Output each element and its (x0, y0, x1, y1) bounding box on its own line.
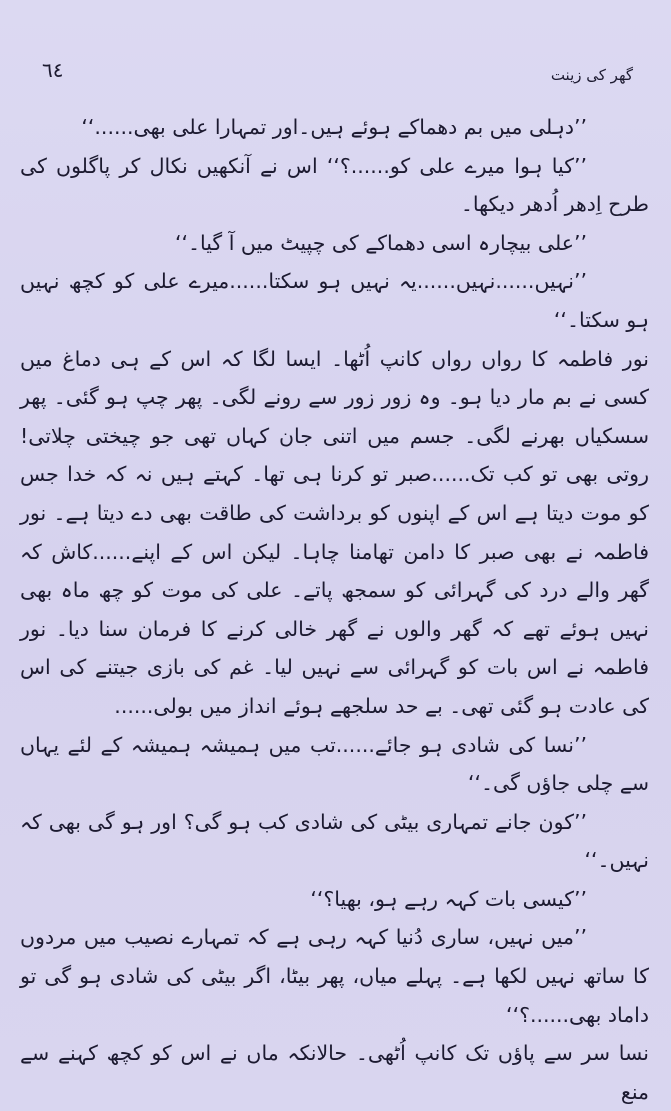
paragraph-3: ’’علی بیچارہ اسی دھماکے کی چپیٹ میں آ گیا۔‘‘ (174, 230, 587, 255)
page-number: ٦٤ (42, 58, 64, 82)
paragraph-5: نور فاطمہ کا رواں رواں کانپ اُٹھا۔ ایسا لگا کہ اس کے ہی دماغ میں کسی نے بم مار دیا ہو۔ وہ زور زور سے رونے لگی۔ پھر چپ ہو گئی۔ پھر سسکیاں بھرنے لگی۔ جسم میں اتنی جان کہاں تھی جو چیختی چلاتی! روتی بھی تو کب تک......صبر تو کرنا ہی تھا۔ کہتے ہیں نہ کہ خدا جس کو موت دیتا ہے اس کے اپنوں کو برداشت کی طاقت بھی دے دیتا ہے۔ نور فاطمہ نے بھی صبر کا دامن تھامنا چاہا۔ لیکن اس کے اپنے......کاش کہ گھر والے درد کی گہرائی کو سمجھ پاتے۔ علی کی موت کو چھ ماہ بھی نہیں ہوئے تھے کہ گھر والوں نے گھر خالی کرنے کا فرمان سنا دیا۔ نور فاطمہ نے اس بات کو گہرائی سے نہیں لیا۔ غم کی بازی جیتنے کی اس کی عادت ہو گئی تھی۔ بے حد سلجھے ہوئے انداز میں بولی...... (20, 346, 649, 718)
paragraph-10: نسا سر سے پاؤں تک کانپ اُٹھی۔ حالانکہ ماں نے اس کو کچھ کہنے سے منع (20, 1041, 649, 1104)
paragraph-2: ’’کیا ہوا میرے علی کو......؟‘‘ اس نے آنکھیں نکال کر پاگلوں کی طرح اِدھر اُدھر دیکھا۔ (20, 153, 649, 217)
paragraph-4: ’’نہیں......نہیں......یہ نہیں ہو سکتا......میرے علی کو کچھ نہیں ہو سکتا۔‘‘ (20, 269, 649, 332)
running-header-title: گھر کی زینت (550, 66, 633, 84)
paragraph-1: ’’دہلی میں بم دھماکے ہوئے ہیں۔اور تمہارا علی بھی......‘‘ (81, 115, 587, 139)
paragraph-6: ’’نسا کی شادی ہو جائے......تب میں ہمیشہ ہمیشہ کے لئے یہاں سے چلی جاؤں گی۔‘‘ (20, 732, 649, 796)
paragraph-8: ’’کیسی بات کہہ رہے ہو، بھیا؟‘‘ (310, 886, 587, 911)
body-text (20, 108, 649, 1111)
paragraph-9: ’’میں نہیں، ساری دُنیا کہہ رہی ہے کہ تمہارے نصیب میں مردوں کا ساتھ نہیں لکھا ہے۔ پہلے میاں، پھر بیٹا، اگر بیٹی کی شادی ہو گی تو داماد بھی......؟‘‘ (20, 925, 649, 1027)
paragraph-7: ’’کون جانے تمہاری بیٹی کی شادی کب ہو گی؟ اور ہو گی بھی کہ نہیں۔‘‘ (20, 809, 649, 873)
